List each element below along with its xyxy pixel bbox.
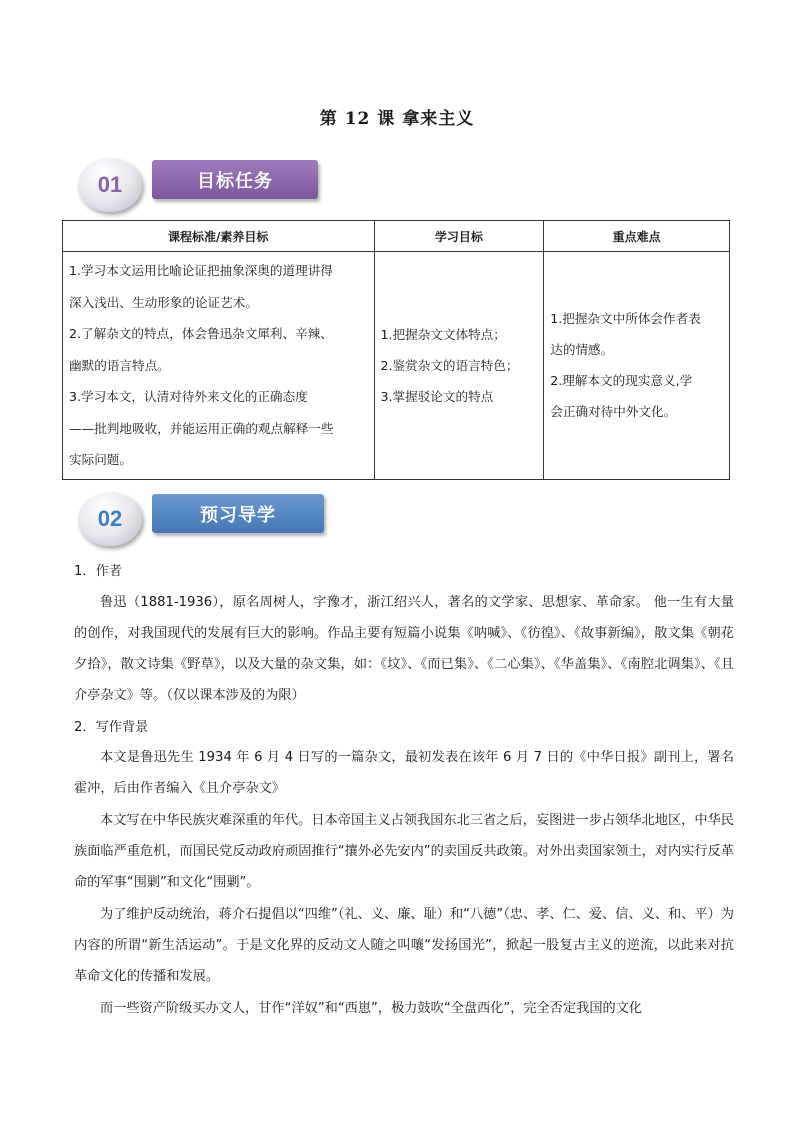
subheading-author: 1．作者	[74, 564, 122, 579]
cell-line: 幽默的语言特点。	[69, 357, 170, 373]
background-paragraph: 为了维护反动统治，蒋介石提倡以“四维”（礼、义、廉、耻）和“八德”（忠、孝、仁、爱、信、义、和、平）为内容的所谓“新生活运动”。于是文化界的反动文人随之叫嚷“发扬国光”，掀起一股复古主义的逆流，以此来对抗革命文化的传播和发展。	[74, 907, 734, 984]
cell-line: 2.了解杂文的特点，体会鲁迅杂文犀利、辛辣、	[69, 326, 333, 341]
background-paragraph: 而一些资产阶级买办文人，甘作“洋奴”和“西崽”，极力鼓吹“全盘西化”，完全否定我国的文化	[100, 1001, 643, 1016]
cell-line: 达的情感。	[550, 342, 614, 358]
cell-line: 1.学习本文运用比喻论证把抽象深奥的道理讲得	[69, 263, 333, 278]
cell-line: 3.学习本文，认清对待外来文化的正确态度	[69, 389, 308, 404]
table-header-standards: 课程标准/素养目标	[63, 221, 375, 252]
cell-line: 1.把握杂文中所体会作者表	[550, 311, 701, 327]
section-label: 目标任务	[152, 160, 318, 199]
goals-table	[62, 220, 730, 480]
learning-goals-cell	[374, 252, 544, 480]
section-header-goals	[78, 158, 338, 214]
subheading-background: 2．写作背景	[74, 720, 149, 735]
page-title: 第 12 课 拿来主义	[319, 109, 475, 129]
background-paragraph: 本文写在中华民族灾难深重的年代。日本帝国主义占领我国东北三省之后，妄图进一步占领华北地区，中华民族面临严重危机，而国民党反动政府顽固推行“攘外必先安内”的卖国反共政策。对外出卖国家领土，对内实行反革命的军事“围剿”和文化“围剿”。	[74, 813, 734, 890]
section-number-badge: 02	[78, 492, 142, 546]
table-header-learning-goals: 学习目标	[374, 221, 544, 252]
cell-line: ——批判地吸收，并能运用正确的观点解释一些	[69, 420, 334, 436]
section-label: 预习导学	[152, 494, 324, 533]
cell-line: 1.把握杂文文体特点；	[380, 326, 506, 342]
cell-line: 2.鉴赏杂文的语言特色；	[380, 357, 519, 373]
author-paragraph: 鲁迅（1881-1936），原名周树人，字豫才，浙江绍兴人，著名的文学家、思想家、革命家。 他一生有大量的创作，对我国现代的发展有巨大的影响。作品主要有短篇小说集《呐喊》、《彷徨》、《故事新编》，散文集《朝花夕拾》，散文诗集《野草》，以及大量的杂文集，如：《坟》、《而已集》、《二心集》、《华盖集》、《南腔北调集》、《且介亭杂文》等。（仅以课本涉及的为限）	[74, 595, 734, 703]
table-header-row	[63, 221, 730, 252]
section-number-badge: 01	[78, 158, 142, 212]
cell-line: 会正确对待中外文化。	[550, 404, 677, 420]
cell-line: 2.理解本文的现实意义,学	[550, 373, 693, 389]
section-header-preview	[78, 492, 338, 548]
cell-line: 3.掌握驳论文的特点	[380, 388, 494, 404]
cell-line: 实际问题。	[69, 452, 132, 467]
standards-cell	[63, 252, 375, 480]
table-header-key-points: 重点难点	[544, 221, 730, 252]
key-points-cell	[544, 252, 730, 480]
background-paragraph: 本文是鲁迅先生 1934 年 6 月 4 日写的一篇杂文，最初发表在该年 6 月 7 日的《中华日报》副刊上，署名霍冲，后由作者编入《且介亭杂文》	[74, 750, 734, 796]
cell-line: 深入浅出、生动形象的论证艺术。	[69, 294, 258, 310]
table-row	[63, 252, 730, 480]
